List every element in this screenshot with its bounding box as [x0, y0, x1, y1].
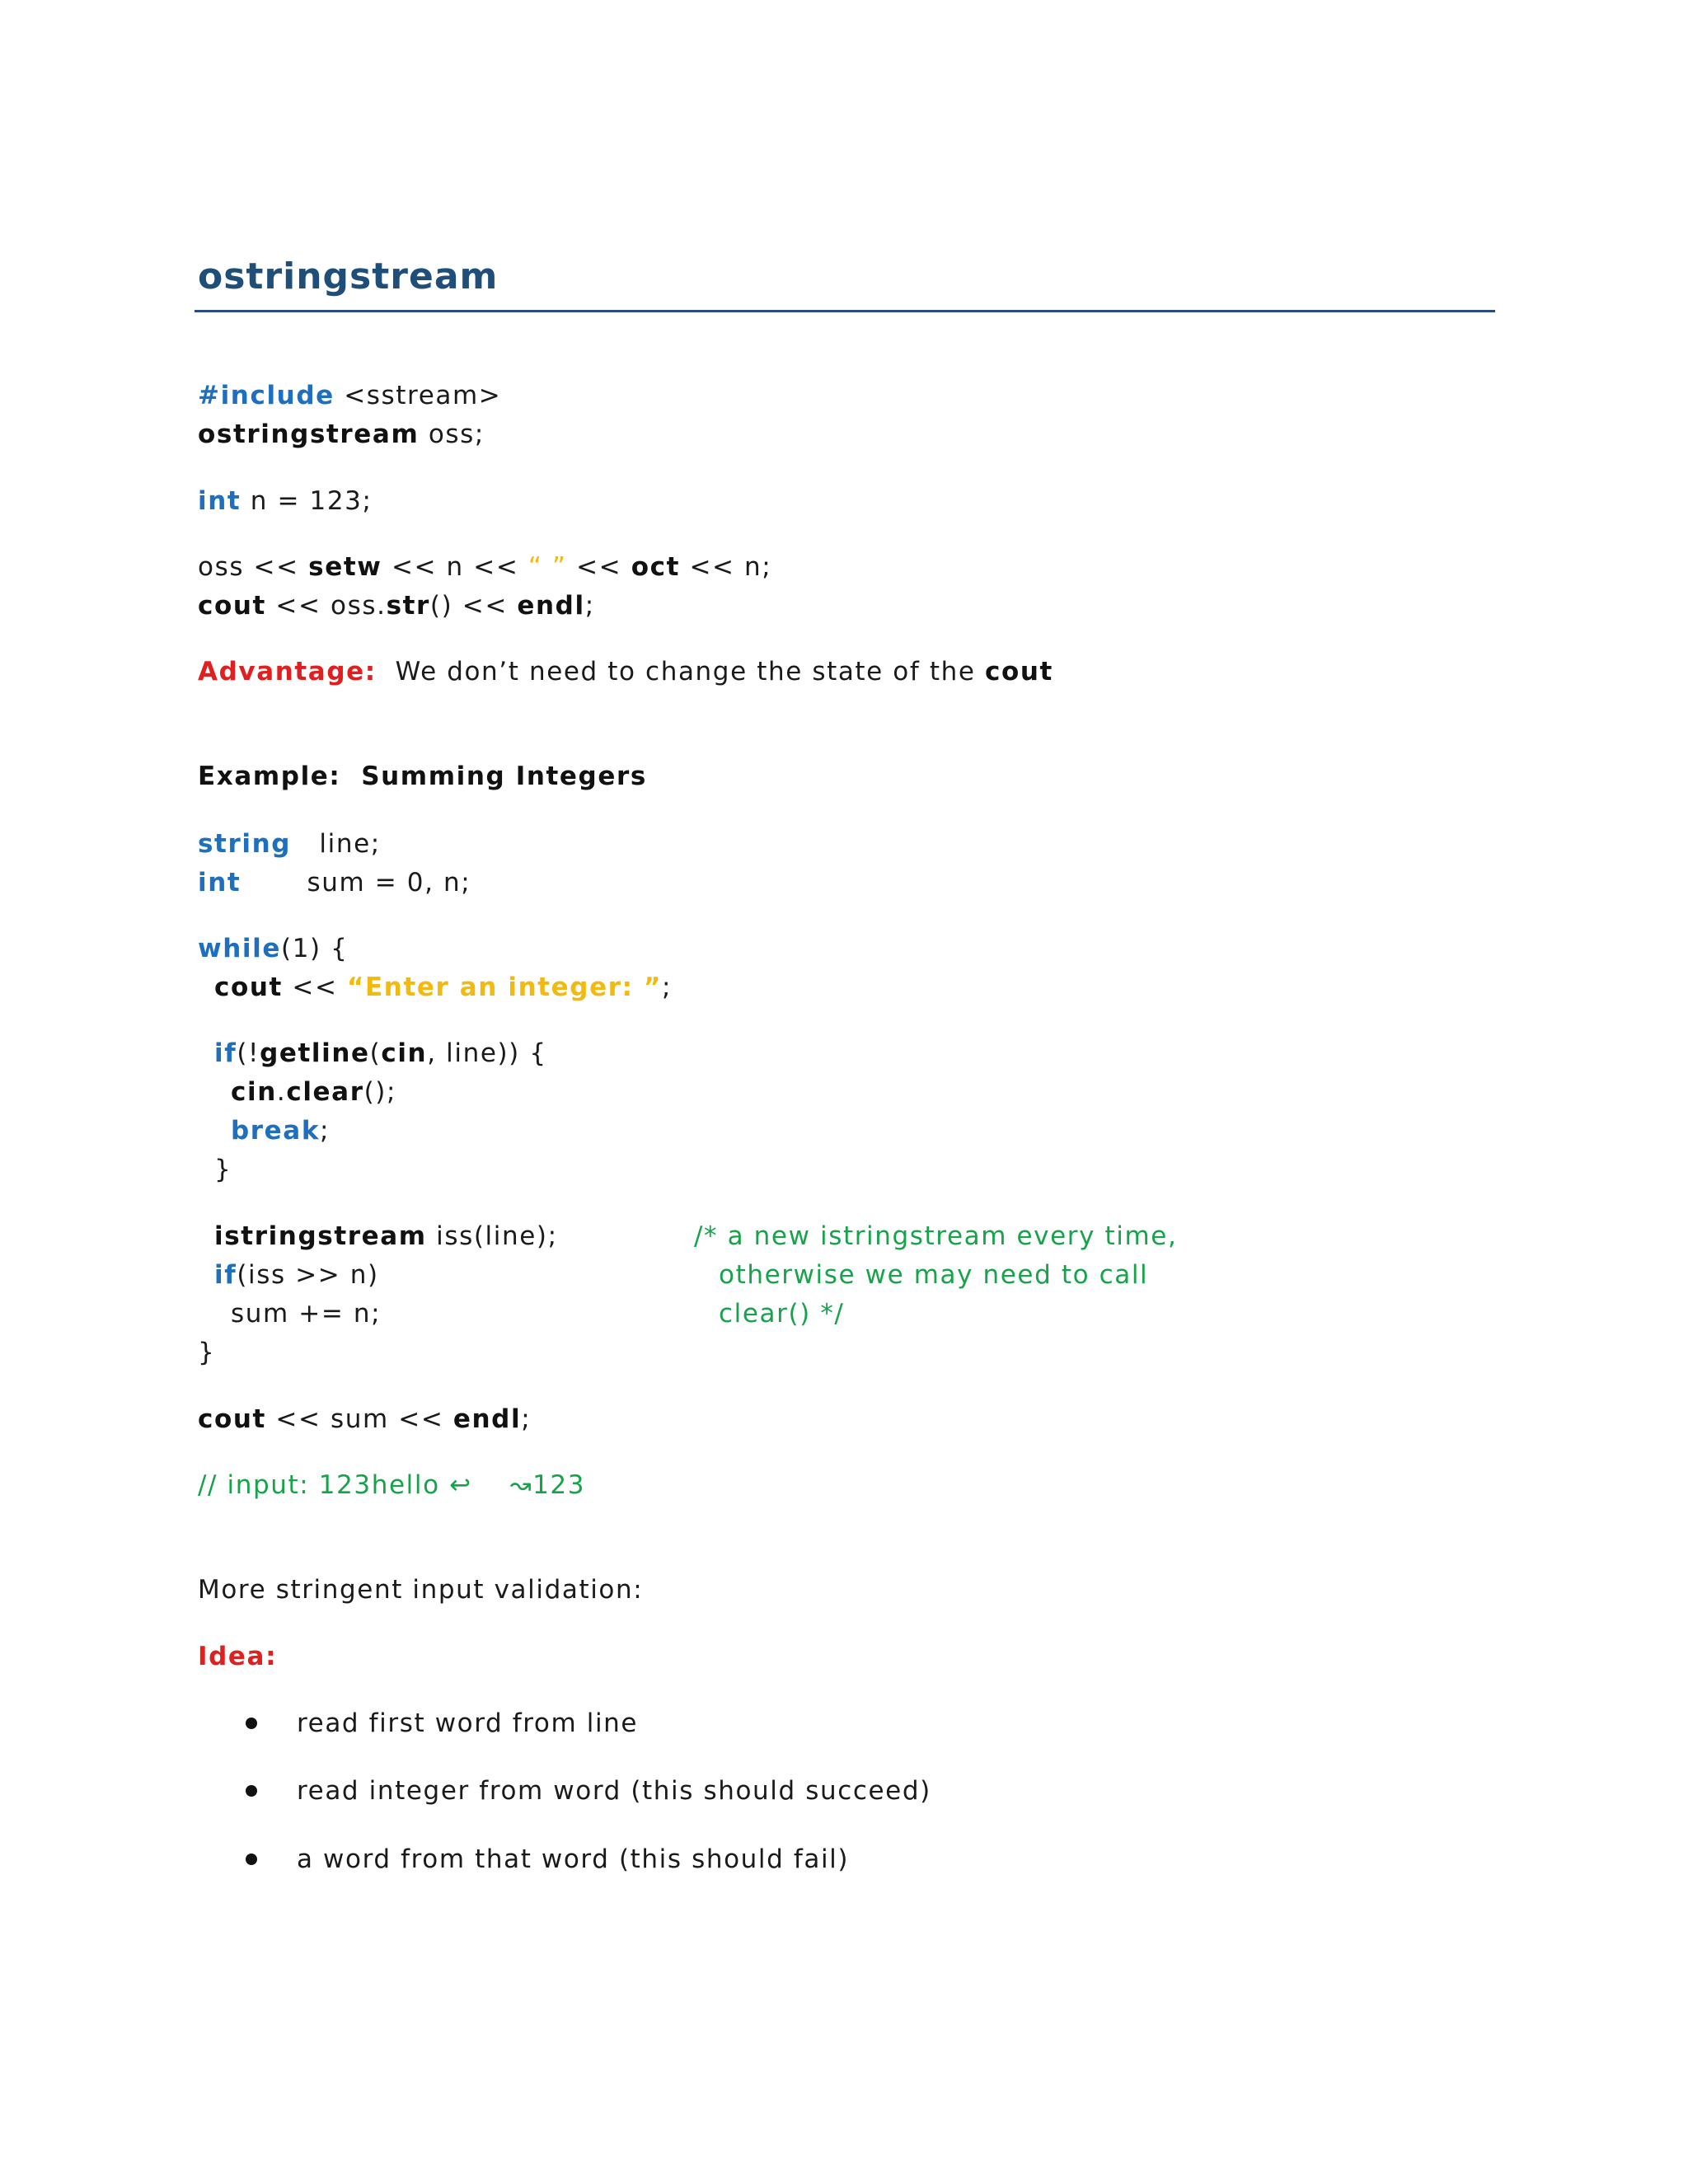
idea-label: Idea:: [198, 1642, 278, 1671]
if-keyword: if: [214, 1038, 237, 1068]
cout-str-b: () <<: [429, 591, 518, 621]
oss-output-d: << n;: [680, 552, 772, 582]
prompt-string-literal: “Enter an integer: ”: [347, 972, 662, 1002]
dot-operator: .: [276, 1077, 287, 1107]
int-declaration-rest: n = 123;: [241, 486, 373, 516]
advantage-text: We don’t need to change the state of the: [376, 657, 985, 687]
endl-manipulator: endl: [517, 591, 585, 621]
page-title: ostringstream: [198, 255, 499, 298]
oss-output-c: <<: [566, 552, 631, 582]
prompt-a: <<: [282, 972, 348, 1002]
cout-str-line: [198, 588, 595, 624]
break-rest: ;: [320, 1116, 331, 1146]
comment-line-3: clear() */: [719, 1299, 845, 1329]
cout-str-c: ;: [584, 591, 595, 621]
advantage-cout: cout: [984, 657, 1053, 687]
if-c: , line)) {: [427, 1038, 547, 1068]
prompt-line: [214, 969, 672, 1005]
cout-keyword-3: cout: [198, 1404, 266, 1434]
if-b: (: [369, 1038, 382, 1068]
sum-declaration-line: [198, 865, 471, 901]
advantage-label: Advantage:: [198, 657, 377, 687]
break-keyword: break: [231, 1116, 321, 1146]
while-rest: (1) {: [281, 934, 349, 963]
final-cout-b: ;: [521, 1404, 532, 1434]
oss-output-b: << n <<: [382, 552, 528, 582]
final-cout-a: << sum <<: [265, 1404, 453, 1434]
ostringstream-type: ostringstream: [198, 419, 420, 449]
setw-manipulator: setw: [308, 552, 382, 582]
oss-declaration-rest: oss;: [419, 419, 485, 449]
int-keyword: int: [198, 486, 241, 516]
title-underline: [195, 310, 1495, 312]
final-cout-line: [198, 1401, 531, 1437]
bullet-item-2: read integer from word (this should succeed): [297, 1776, 931, 1806]
istringstream-type: istringstream: [214, 1221, 427, 1251]
oss-declaration-line: [198, 416, 485, 452]
break-line: [231, 1113, 330, 1149]
cout-keyword-2: cout: [214, 972, 283, 1002]
bullet-dot: [246, 1785, 257, 1797]
clear-rest: ();: [363, 1077, 397, 1107]
bullet-item-1: read first word from line: [297, 1708, 639, 1738]
input-comment: // input: 123hello ↩ ↝123: [198, 1470, 586, 1500]
cin-keyword-2: cin: [231, 1077, 277, 1107]
oss-output-line: [198, 549, 771, 585]
getline-if-line: [214, 1035, 547, 1071]
string-declaration-rest: line;: [291, 829, 381, 859]
iss-declaration-rest: iss(line);: [426, 1221, 558, 1251]
int-declaration-line: [198, 483, 373, 519]
more-stringent-text: More stringent input validation:: [198, 1575, 644, 1605]
string-declaration-line: [198, 826, 381, 862]
if-close-brace: }: [214, 1155, 232, 1184]
comment-line-2: otherwise we may need to call: [719, 1260, 1149, 1290]
clear-function: clear: [286, 1077, 364, 1107]
oss-output-a: oss <<: [198, 552, 309, 582]
getline-function: getline: [260, 1038, 370, 1068]
while-close-brace: }: [198, 1338, 216, 1367]
string-keyword: string: [198, 829, 292, 859]
while-keyword: while: [198, 934, 281, 963]
while-line: [198, 930, 349, 967]
space-string-literal: “ ”: [528, 552, 567, 582]
prompt-b: ;: [661, 972, 673, 1002]
bullet-dot: [246, 1718, 257, 1729]
bullet-item-3: a word from that word (this should fail): [297, 1844, 850, 1874]
example-heading: Example: Summing Integers: [198, 762, 647, 791]
endl-manipulator-2: endl: [452, 1404, 522, 1434]
include-keyword: #include: [198, 381, 335, 410]
int-keyword-2: int: [198, 868, 241, 898]
if-a: (!: [237, 1038, 260, 1068]
oct-manipulator: oct: [631, 552, 680, 582]
cin-keyword: cin: [381, 1038, 428, 1068]
sum-declaration-rest: sum = 0, n;: [241, 868, 471, 898]
comment-line-1: /* a new istringstream every time,: [694, 1221, 1178, 1251]
if-keyword-2: if: [214, 1260, 237, 1290]
iss-if-rest: (iss >> n): [237, 1260, 379, 1290]
str-function: str: [386, 591, 430, 621]
include-line: [198, 377, 501, 414]
sum-line: sum += n;: [231, 1299, 382, 1329]
cout-keyword: cout: [198, 591, 266, 621]
advantage-line: [198, 654, 1053, 690]
cin-clear-line: [231, 1074, 396, 1110]
iss-if-line: [214, 1257, 379, 1293]
cout-str-a: << oss.: [265, 591, 387, 621]
bullet-dot: [246, 1854, 257, 1865]
iss-declaration-line: [214, 1218, 558, 1254]
include-header: <sstream>: [334, 381, 502, 410]
